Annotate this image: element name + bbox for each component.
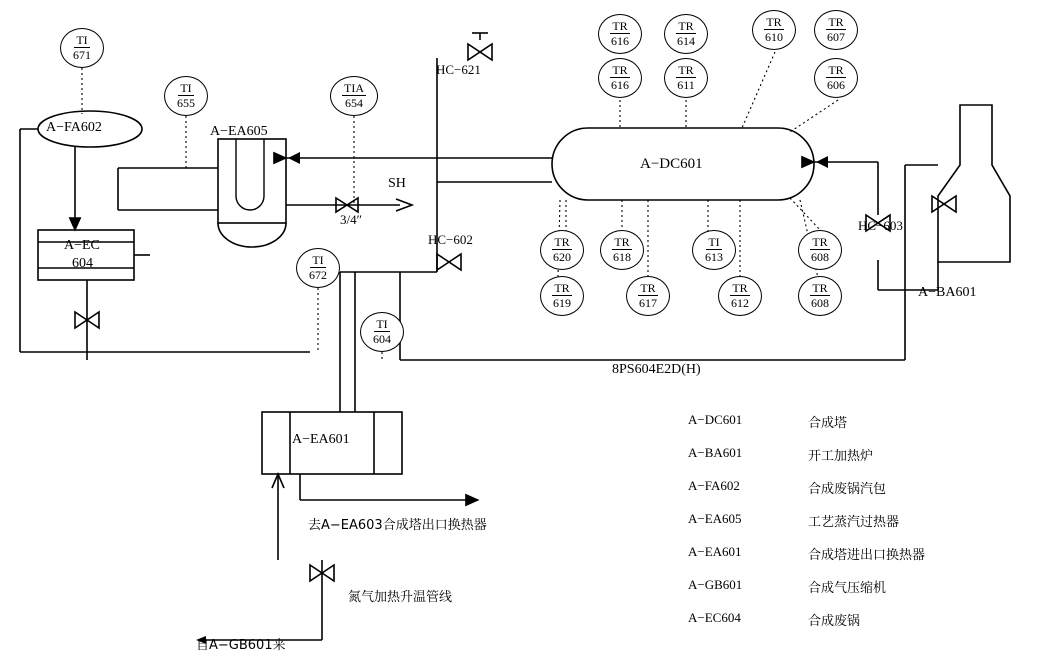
legend-row [688, 610, 925, 629]
instrument-type: TR [554, 235, 570, 250]
instrument-number: 607 [827, 30, 845, 44]
instrument-tr-608a[interactable] [798, 230, 842, 270]
legend-row [688, 544, 925, 563]
legend-desc: 合成废锅 [808, 614, 861, 629]
equipment-label-ea601: A−EA601 [292, 432, 350, 447]
legend-code: A−EA601 [688, 544, 742, 559]
instrument-number: 612 [731, 296, 749, 310]
valve-label-hc621[interactable]: HC−621 [436, 62, 481, 77]
instrument-number: 608 [811, 250, 829, 264]
instrument-tr-611[interactable] [664, 58, 708, 98]
legend-code: A−FA602 [688, 478, 740, 493]
instrument-tr-612[interactable] [718, 276, 762, 316]
legend-desc: 工艺蒸汽过热器 [808, 515, 900, 530]
equipment-label-ea605: A−EA605 [210, 124, 268, 139]
instrument-number: 654 [345, 96, 363, 110]
instrument-number: 618 [613, 250, 631, 264]
legend-code: A−DC601 [688, 412, 743, 427]
instrument-ti-613[interactable] [692, 230, 736, 270]
instrument-ti-655[interactable] [164, 76, 208, 116]
equipment-label-dc601: A−DC601 [640, 156, 703, 172]
instrument-type: TR [614, 235, 630, 250]
legend-desc: 合成塔 [808, 416, 848, 431]
instrument-number: 604 [373, 332, 391, 346]
instrument-type: TR [612, 19, 628, 34]
pipeline-label: 8PS604E2D(H) [612, 362, 701, 377]
instrument-tr-616a[interactable] [598, 14, 642, 54]
valve-label-hc602[interactable]: HC−602 [428, 232, 473, 247]
instrument-type: TI [312, 253, 324, 268]
instrument-type: TR [766, 15, 782, 30]
legend-row [688, 445, 925, 464]
instrument-type: TR [828, 63, 844, 78]
instrument-type: TR [678, 19, 694, 34]
instrument-number: 608 [811, 296, 829, 310]
instrument-ti-604[interactable] [360, 312, 404, 352]
instrument-type: TR [612, 63, 628, 78]
instrument-tr-617[interactable] [626, 276, 670, 316]
instrument-type: TR [828, 15, 844, 30]
instrument-type: TI [376, 317, 388, 332]
instrument-number: 672 [309, 268, 327, 282]
instrument-type: TIA [344, 81, 364, 96]
instrument-tr-614[interactable] [664, 14, 708, 54]
instrument-tr-618[interactable] [600, 230, 644, 270]
legend-row [688, 478, 925, 497]
instrument-tia-654[interactable] [330, 76, 378, 116]
instrument-ti-672[interactable] [296, 248, 340, 288]
legend-code: A−EC604 [688, 610, 741, 625]
instrument-tr-616b[interactable] [598, 58, 642, 98]
instrument-type: TI [180, 81, 192, 96]
legend-desc: 合成废锅汽包 [808, 482, 887, 497]
instrument-number: 614 [677, 34, 695, 48]
legend-row [688, 577, 925, 596]
instrument-type: TR [640, 281, 656, 296]
annotation-nitrogen-line: 氮气加热升温管线 [348, 590, 453, 605]
instrument-type: TR [678, 63, 694, 78]
legend-desc: 开工加热炉 [808, 449, 874, 464]
instrument-tr-607[interactable] [814, 10, 858, 50]
instrument-type: TR [812, 281, 828, 296]
equipment-label-fa602: A−FA602 [46, 120, 102, 135]
instrument-tr-619[interactable] [540, 276, 584, 316]
instrument-type: TR [812, 235, 828, 250]
equipment-label-ec604-line2: 604 [72, 256, 93, 271]
instrument-type: TI [708, 235, 720, 250]
instrument-number: 616 [611, 34, 629, 48]
legend-desc: 合成塔进出口换热器 [808, 548, 926, 563]
instrument-tr-608b[interactable] [798, 276, 842, 316]
instrument-number: 616 [611, 78, 629, 92]
legend-code: A−EA605 [688, 511, 742, 526]
instrument-type: TR [554, 281, 570, 296]
legend-desc: 合成气压缩机 [808, 581, 887, 596]
annotation-from-gb601: 自A−GB601来 [196, 638, 286, 653]
annotation-to-ea603: 去A−EA603合成塔出口换热器 [308, 518, 487, 533]
valve-size-label: 3/4″ [340, 212, 363, 227]
instrument-type: TR [732, 281, 748, 296]
legend [688, 412, 925, 643]
equipment-label-ba601: A−BA601 [918, 285, 977, 300]
instrument-number: 613 [705, 250, 723, 264]
instrument-number: 620 [553, 250, 571, 264]
legend-code: A−GB601 [688, 577, 743, 592]
legend-code: A−BA601 [688, 445, 743, 460]
instrument-tr-606[interactable] [814, 58, 858, 98]
legend-row [688, 511, 925, 530]
line-label-sh: SH [388, 176, 406, 191]
instrument-number: 671 [73, 48, 91, 62]
instrument-number: 606 [827, 78, 845, 92]
instrument-tr-610[interactable] [752, 10, 796, 50]
instrument-number: 617 [639, 296, 657, 310]
instrument-number: 611 [677, 78, 695, 92]
equipment-label-ec604-line1: A−EC [64, 238, 100, 253]
instrument-ti-671[interactable] [60, 28, 104, 68]
instrument-type: TI [76, 33, 88, 48]
instrument-number: 655 [177, 96, 195, 110]
valve-label-hc603[interactable]: HC−603 [858, 218, 903, 233]
legend-row [688, 412, 925, 431]
instrument-number: 619 [553, 296, 571, 310]
instrument-number: 610 [765, 30, 783, 44]
instrument-tr-620[interactable] [540, 230, 584, 270]
